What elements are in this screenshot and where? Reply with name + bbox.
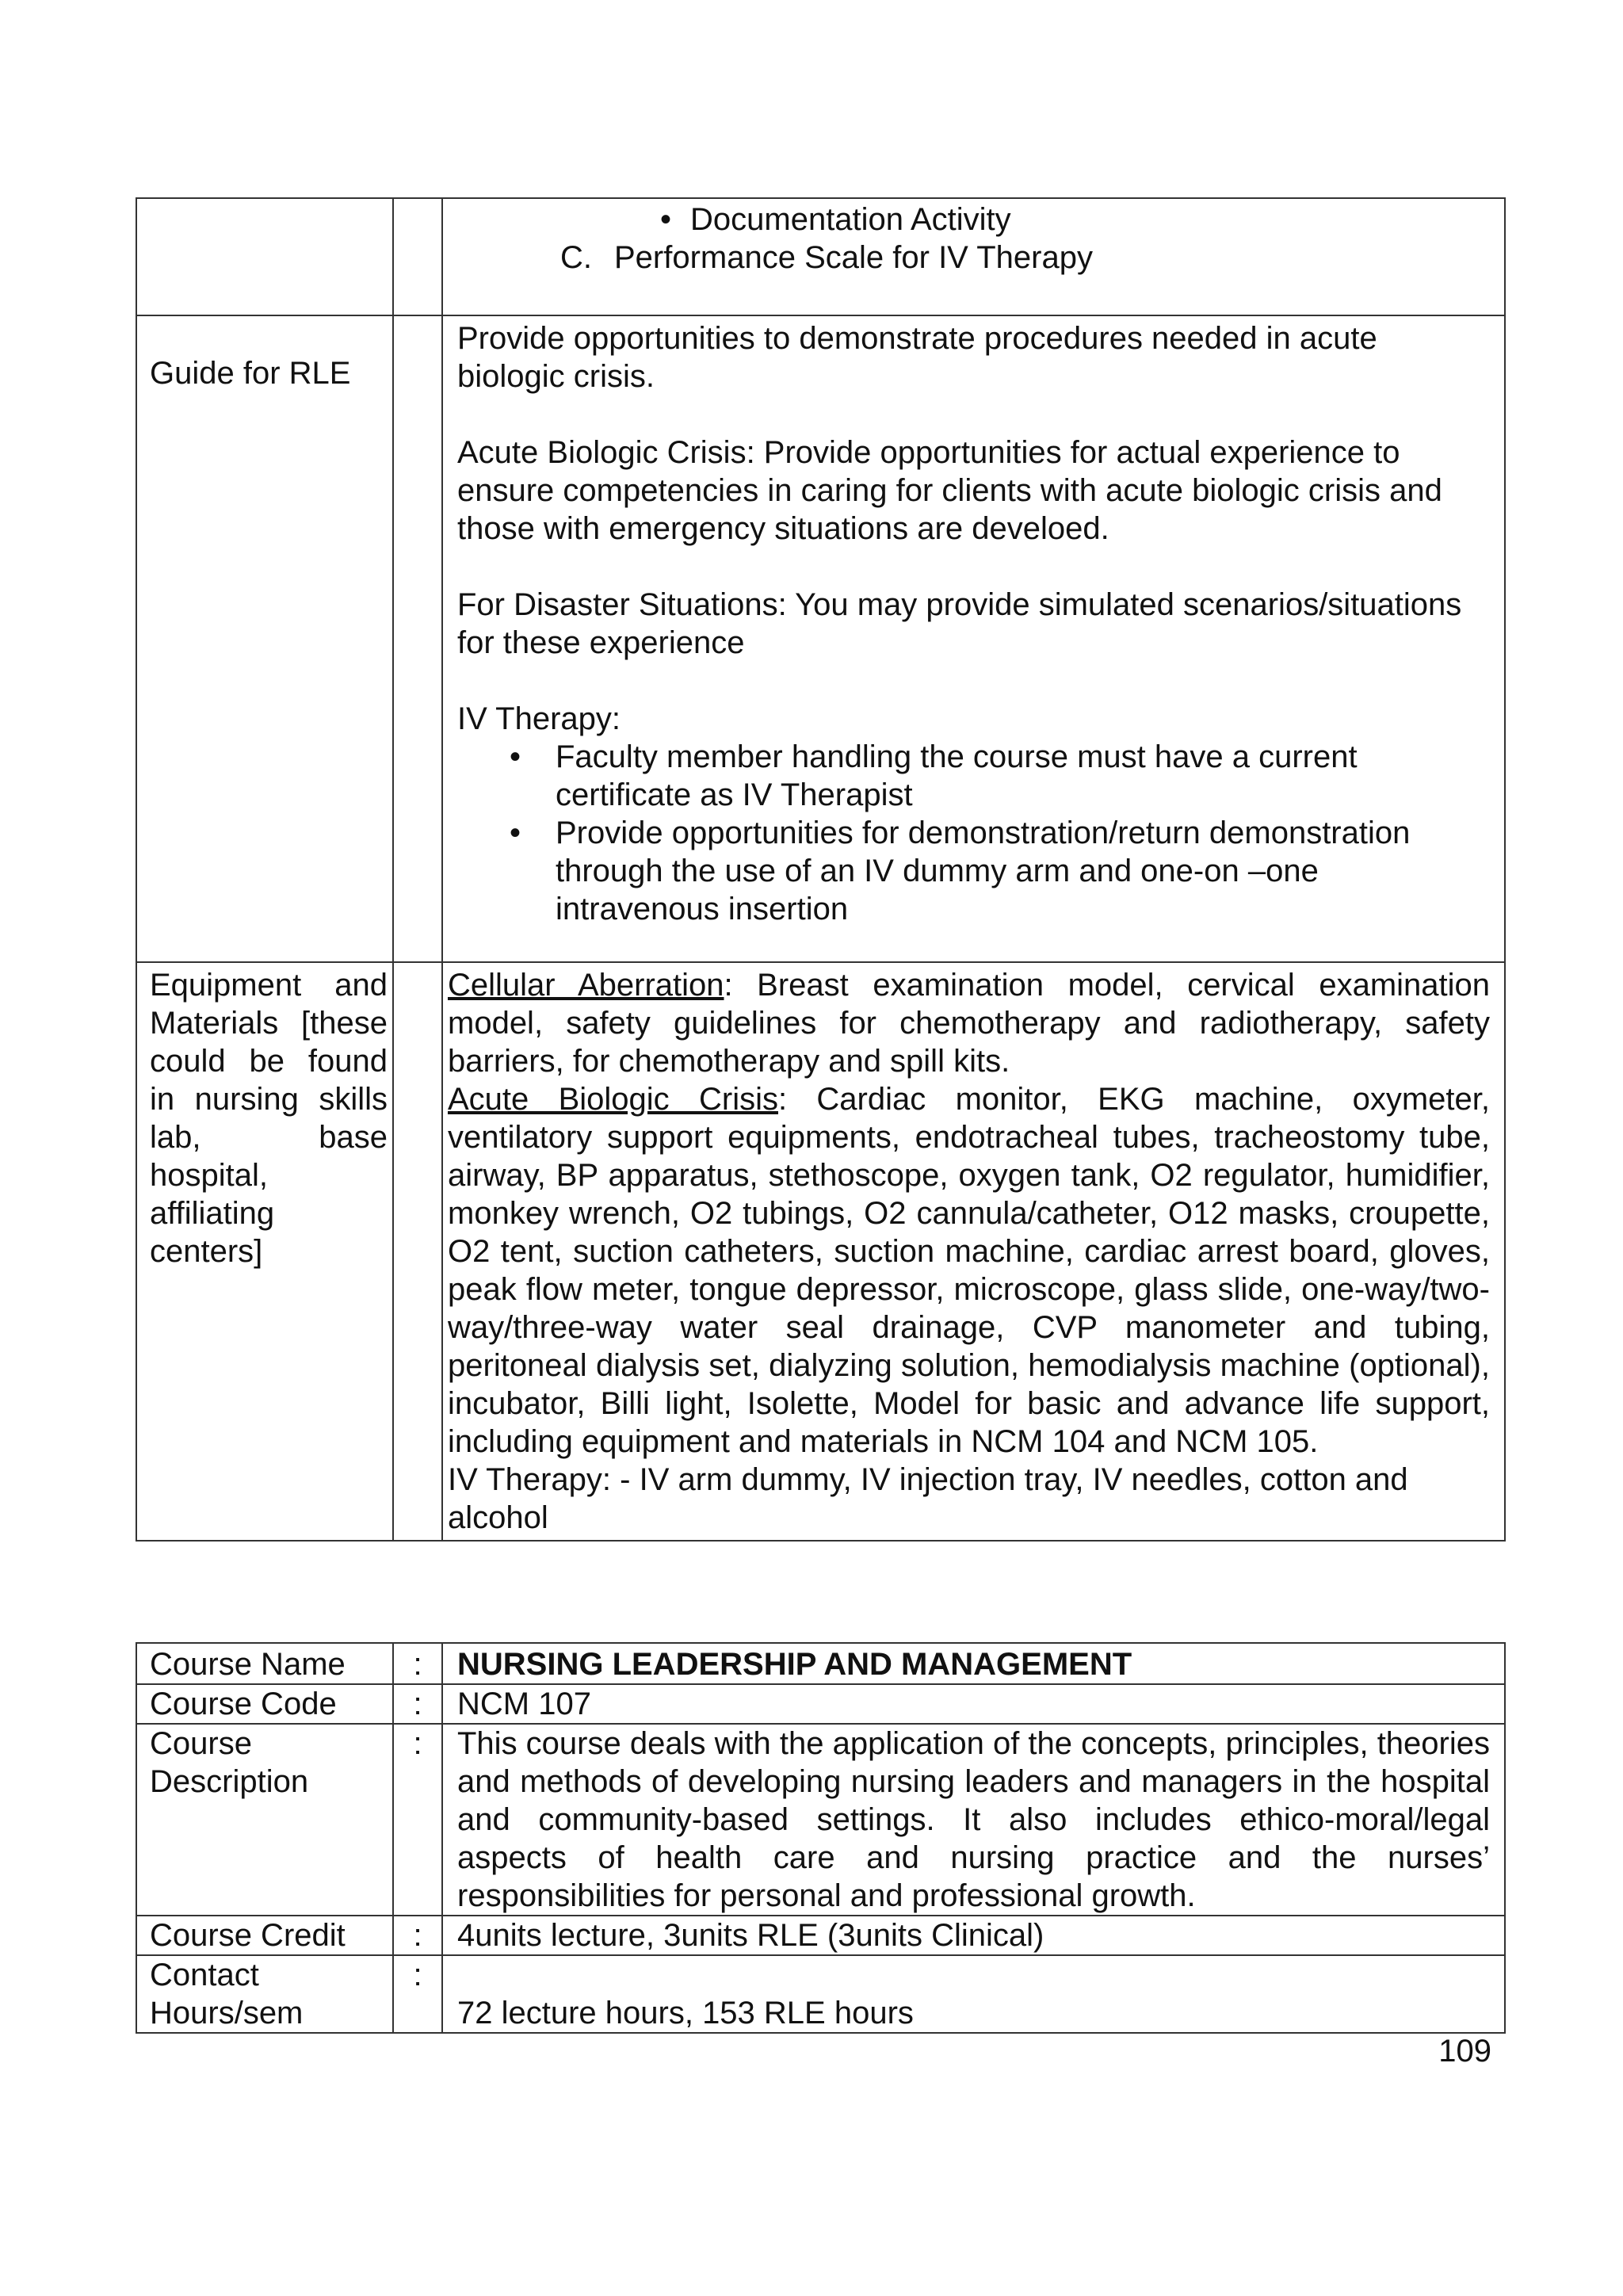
course-credit-label: Course Credit: [136, 1916, 393, 1955]
course-name-label: Course Name: [136, 1643, 393, 1684]
table-row-guide-rle: [136, 315, 1505, 962]
lettered-item: [457, 239, 1490, 277]
table-row: [136, 1724, 1505, 1916]
list-item: • Faculty member handling the course must have a current certificate as IV Therapist: [457, 738, 1490, 814]
contact-hours-value: [442, 1955, 1505, 2033]
contact-hours-label: Contact Hours/sem: [136, 1955, 393, 2033]
cellular-aberration-heading: Cellular Aberration: [448, 968, 724, 1003]
colon-separator: :: [393, 1643, 442, 1684]
cellular-aberration-items: : Breast examination model, cervical examination model, safety guidelines for chemotherapy and radiotherapy, safety barriers, for chemotherapy and spill kits.: [448, 968, 1491, 1079]
letter-marker: C.: [560, 240, 592, 275]
table-row: [136, 1955, 1505, 2033]
colon-separator: :: [393, 1684, 442, 1724]
equipment-label-cell: [136, 962, 393, 1541]
course-details-table: [136, 197, 1506, 1541]
equipment-label: Equipment and Materials [these could be found in nursing skills lab, base hospital, affiliating centers]: [150, 968, 388, 1269]
guide-rle-paragraph-2: Acute Biologic Crisis: Provide opportunities for actual experience to ensure competencies in caring for clients with acute biologic crisis and those with emergency situations are develoed.: [457, 435, 1442, 546]
cellular-aberration-text: [448, 966, 1490, 1080]
guide-rle-paragraph-3: For Disaster Situations: You may provide simulated scenarios/situations for these experience: [457, 587, 1462, 660]
acute-biologic-crisis-heading: Acute Biologic Crisis: [448, 1082, 778, 1117]
empty-label-cell: [136, 198, 393, 315]
iv-therapy-equipment-text: IV Therapy: - IV arm dummy, IV injection tray, IV needles, cotton and alcohol: [448, 1462, 1408, 1535]
guide-rle-content-cell: [442, 315, 1505, 962]
course-info-table: [136, 1642, 1506, 2034]
guide-rle-paragraph-1: Provide opportunities to demonstrate procedures needed in acute biologic crisis.: [457, 321, 1377, 394]
course-description-label: Course Description: [136, 1724, 393, 1916]
empty-separator-cell: [393, 315, 442, 962]
course-code-label: Course Code: [136, 1684, 393, 1724]
course-name-value: NURSING LEADERSHIP AND MANAGEMENT: [442, 1643, 1505, 1684]
acute-biologic-crisis-text: [448, 1080, 1490, 1461]
empty-separator-cell: [393, 198, 442, 315]
documentation-bullet: [457, 201, 1490, 239]
table-row-activities: [136, 198, 1505, 315]
iv-therapy-section: [457, 700, 1490, 928]
list-item: • Provide opportunities for demonstration/return demonstration through the use of an IV dummy arm and one-on –one intravenous insertion: [457, 814, 1490, 928]
course-description-value: This course deals with the application of the concepts, principles, theories and methods of developing nursing leaders and managers in the hospital and community-based settings. It also includes ethico-moral/legal aspects of health care and nursing practice and the nurses’ responsibilities for personal and professional growth.: [442, 1724, 1505, 1916]
course-code-value: NCM 107: [442, 1684, 1505, 1724]
acute-biologic-crisis-items: : Cardiac monitor, EKG machine, oxymeter, ventilatory support equipments, endotracheal tubes, tracheostomy tube, airway, BP apparatus, stethoscope, oxygen tank, O2 regulator, humidifier, monkey wrench, O2 tubings, O2 cannula/catheter, O12 masks, croupette, O2 tent, suction catheters, suction machine, cardiac arrest board, gloves, peak flow meter, tongue depressor, microscope, glass slide, one-way/two-way/three-way water seal drainage, CVP manometer and tubing, peritoneal dialysis set, dialyzing solution, hemodialysis machine (optional), incubator, Billi light, Isolette, Model for basic and advance life support, including equipment and materials in NCM 104 and NCM 105.: [448, 1082, 1490, 1459]
guide-rle-label-cell: [136, 315, 393, 962]
table-row: [136, 1916, 1505, 1955]
lettered-item-text: Performance Scale for IV Therapy: [614, 240, 1093, 275]
activities-cell: [442, 198, 1505, 315]
guide-rle-label: Guide for RLE: [150, 356, 351, 391]
course-credit-value: 4units lecture, 3units RLE (3units Clinical): [442, 1916, 1505, 1955]
bullet-text: Documentation Activity: [690, 202, 1011, 237]
colon-separator: :: [393, 1724, 442, 1916]
iv-therapy-heading: IV Therapy:: [457, 701, 621, 736]
contact-hours-text: 72 lecture hours, 153 RLE hours: [457, 1996, 914, 2030]
table-row-equipment: [136, 962, 1505, 1541]
colon-separator: :: [393, 1955, 442, 2033]
colon-separator: :: [393, 1916, 442, 1955]
equipment-content-cell: [442, 962, 1505, 1541]
bullet-icon: •: [660, 202, 672, 237]
iv-therapy-bullet-list: [457, 738, 1490, 928]
empty-separator-cell: [393, 962, 442, 1541]
page-number: 109: [1438, 2034, 1491, 2069]
table-row: [136, 1643, 1505, 1684]
table-row: [136, 1684, 1505, 1724]
